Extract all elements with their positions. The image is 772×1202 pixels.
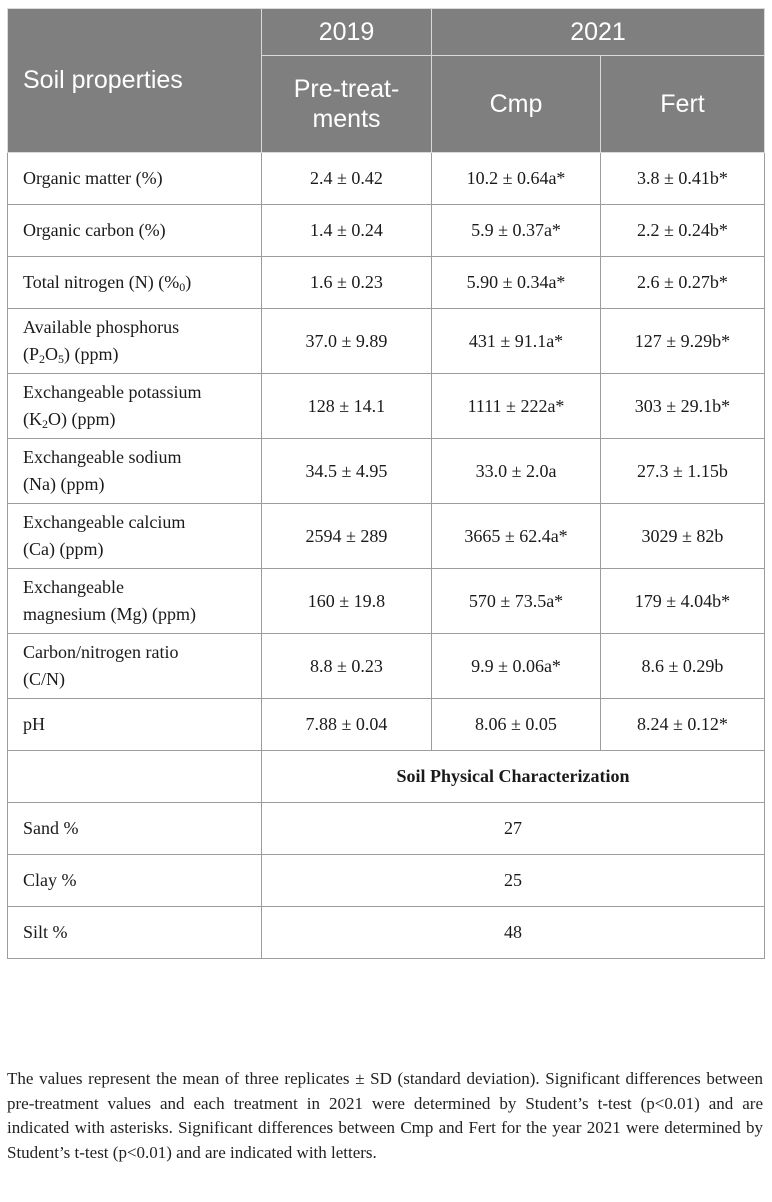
soil-properties-table (7, 8, 765, 959)
cmp-value: 5.9 ± 0.37a* (432, 205, 601, 257)
empty-cell (8, 751, 262, 803)
fert-value: 8.24 ± 0.12* (601, 699, 765, 751)
pre-value: 37.0 ± 9.89 (262, 309, 432, 374)
physical-value: 48 (262, 907, 765, 959)
cmp-value: 3665 ± 62.4a* (432, 504, 601, 569)
cmp-value: 1111 ± 222a* (432, 374, 601, 439)
table-row (8, 439, 765, 504)
table-row (8, 504, 765, 569)
fert-value: 127 ± 9.29b* (601, 309, 765, 374)
pre-value: 128 ± 14.1 (262, 374, 432, 439)
fert-value: 8.6 ± 0.29b (601, 634, 765, 699)
pre-value: 8.8 ± 0.23 (262, 634, 432, 699)
row-label: Organic carbon (%) (8, 205, 262, 257)
pre-value: 7.88 ± 0.04 (262, 699, 432, 751)
row-label: Exchangeable calcium (Ca) (ppm) (8, 504, 262, 569)
fert-value: 3029 ± 82b (601, 504, 765, 569)
cmp-value: 5.90 ± 0.34a* (432, 257, 601, 309)
physical-value: 25 (262, 855, 765, 907)
fert-value: 27.3 ± 1.15b (601, 439, 765, 504)
header-year-2021: 2021 (432, 9, 765, 56)
pre-value: 160 ± 19.8 (262, 569, 432, 634)
table-row (8, 153, 765, 205)
cmp-value: 9.9 ± 0.06a* (432, 634, 601, 699)
row-label: Exchangeable sodium (Na) (ppm) (8, 439, 262, 504)
soil-properties-table-container (7, 8, 764, 959)
header-soil-properties: Soil properties (8, 9, 262, 153)
header-year-2019: 2019 (262, 9, 432, 56)
table-row (8, 634, 765, 699)
table-row (8, 699, 765, 751)
fert-value: 179 ± 4.04b* (601, 569, 765, 634)
physical-label: Clay % (8, 855, 262, 907)
fert-value: 2.2 ± 0.24b* (601, 205, 765, 257)
pre-value: 34.5 ± 4.95 (262, 439, 432, 504)
fert-value: 2.6 ± 0.27b* (601, 257, 765, 309)
table-row (8, 855, 765, 907)
row-label: Carbon/nitrogen ratio (C/N) (8, 634, 262, 699)
pre-value: 2594 ± 289 (262, 504, 432, 569)
header-fert: Fert (601, 56, 765, 153)
cmp-value: 431 ± 91.1a* (432, 309, 601, 374)
table-row (8, 803, 765, 855)
physical-label: Silt % (8, 907, 262, 959)
table-row (8, 907, 765, 959)
cmp-value: 10.2 ± 0.64a* (432, 153, 601, 205)
header-pre-treatments-text: Pre-treat-ments (293, 75, 400, 133)
table-row (8, 205, 765, 257)
table-footnote: The values represent the mean of three replicates ± SD (standard deviation). Significant differences between pre-treatment values and each treatment in 2021 were determined by Student’s t-test (p<0.01) and are indicated with asterisks. Significant differences between Cmp and Fert for the year 2021 were determined by Student’s t-test (p<0.01) and are indicated with letters. (7, 1069, 763, 1162)
table-row (8, 569, 765, 634)
physical-heading: Soil Physical Characterization (262, 751, 765, 803)
row-label: Available phosphorus $(P_2O_5)$ (ppm) (8, 309, 262, 374)
physical-heading-row (8, 751, 765, 803)
row-label: pH (8, 699, 262, 751)
cmp-value: 570 ± 73.5a* (432, 569, 601, 634)
fert-value: 3.8 ± 0.41b* (601, 153, 765, 205)
row-label: Exchangeable magnesium (Mg) (ppm) (8, 569, 262, 634)
row-label: Organic matter (%) (8, 153, 262, 205)
table-row (8, 257, 765, 309)
pre-value: 1.6 ± 0.23 (262, 257, 432, 309)
table-row (8, 309, 765, 374)
row-label: Exchangeable potassium $(K_2O)$ (ppm) (8, 374, 262, 439)
header-pre-treatments (262, 56, 432, 153)
row-label: Total nitrogen (N) $(\%_0)$ (8, 257, 262, 309)
table-row (8, 374, 765, 439)
cmp-value: 8.06 ± 0.05 (432, 699, 601, 751)
physical-label: Sand % (8, 803, 262, 855)
pre-value: 1.4 ± 0.24 (262, 205, 432, 257)
pre-value: 2.4 ± 0.42 (262, 153, 432, 205)
header-cmp: Cmp (432, 56, 601, 153)
physical-value: 27 (262, 803, 765, 855)
cmp-value: 33.0 ± 2.0a (432, 439, 601, 504)
fert-value: 303 ± 29.1b* (601, 374, 765, 439)
